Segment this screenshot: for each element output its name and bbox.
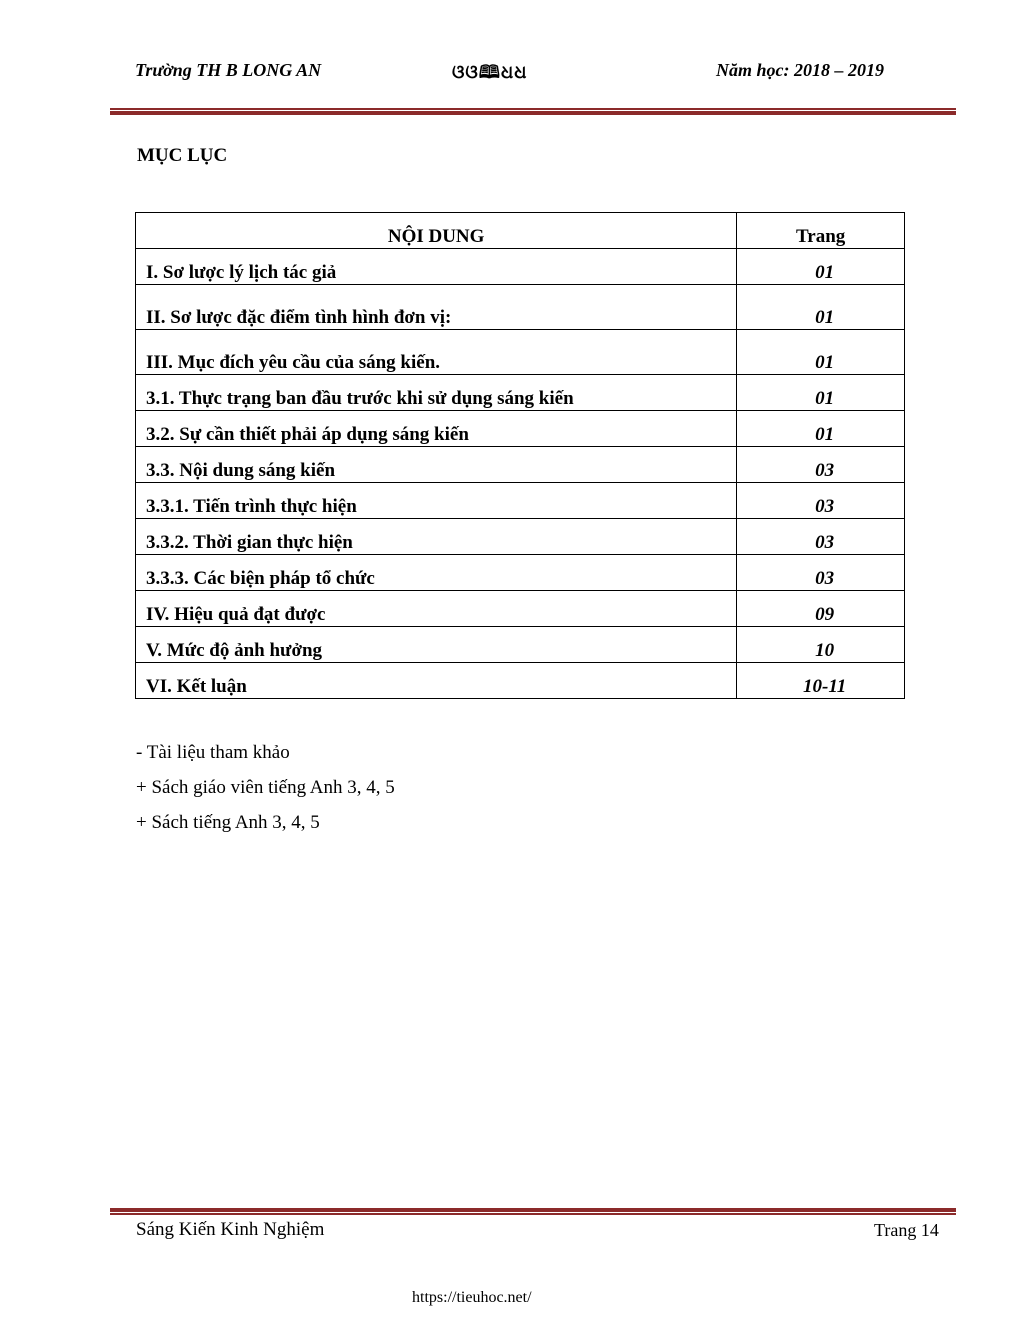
toc-row	[136, 555, 905, 591]
toc-row-page: 01	[737, 285, 905, 330]
toc-row-page: 03	[737, 447, 905, 483]
toc-row-page: 03	[737, 555, 905, 591]
toc-row-page: 01	[737, 375, 905, 411]
page-header	[0, 58, 1024, 88]
references-section	[136, 735, 395, 840]
toc-row	[136, 249, 905, 285]
toc-col-page: Trang	[737, 213, 905, 249]
toc-row-title: IV. Hiệu quả đạt được	[136, 591, 737, 627]
footer-rule	[110, 1208, 956, 1215]
reference-item: + Sách tiếng Anh 3, 4, 5	[136, 812, 320, 833]
toc-row-title: 3.3.1. Tiến trình thực hiện	[136, 483, 737, 519]
toc-row-title: II. Sơ lược đặc điểm tình hình đơn vị:	[136, 285, 737, 330]
toc-row-title: I. Sơ lược lý lịch tác giả	[136, 249, 737, 285]
toc-row	[136, 627, 905, 663]
toc-row	[136, 447, 905, 483]
header-rule	[110, 108, 956, 115]
school-year: Năm học: 2018 – 2019	[716, 60, 884, 80]
toc-row-page: 01	[737, 330, 905, 375]
source-url[interactable]: https://tieuhoc.net/	[412, 1289, 532, 1306]
toc-row-title: 3.3.3. Các biện pháp tổ chức	[136, 555, 737, 591]
toc-row-title: III. Mục đích yêu cầu của sáng kiến.	[136, 330, 737, 375]
toc-row	[136, 591, 905, 627]
toc-row-page: 01	[737, 249, 905, 285]
toc-header-row	[136, 213, 905, 249]
toc-row	[136, 285, 905, 330]
toc-row	[136, 483, 905, 519]
toc-table	[135, 212, 905, 699]
toc-row	[136, 375, 905, 411]
toc-row-title: 3.2. Sự cần thiết phải áp dụng sáng kiến	[136, 411, 737, 447]
toc-row-title: VI. Kết luận	[136, 663, 737, 699]
toc-row-page: 03	[737, 483, 905, 519]
toc-col-content: NỘI DUNG	[136, 213, 737, 249]
toc-row	[136, 330, 905, 375]
references-heading: - Tài liệu tham khảo	[136, 742, 290, 763]
toc-row-page: 09	[737, 591, 905, 627]
school-name: Trường TH B LONG AN	[135, 60, 322, 80]
toc-row-title: V. Mức độ ảnh hưởng	[136, 627, 737, 663]
toc-row-page: 10-11	[737, 663, 905, 699]
toc-row	[136, 411, 905, 447]
page-number: Trang 14	[874, 1220, 939, 1240]
toc-row-title: 3.3.2. Thời gian thực hiện	[136, 519, 737, 555]
toc-row-title: 3.1. Thực trạng ban đầu trước khi sử dụng sáng kiến	[136, 375, 737, 411]
reference-item: + Sách giáo viên tiếng Anh 3, 4, 5	[136, 777, 395, 798]
toc-row	[136, 663, 905, 699]
footer-title: Sáng Kiến Kinh Nghiệm	[136, 1219, 325, 1240]
toc-row	[136, 519, 905, 555]
toc-row-page: 03	[737, 519, 905, 555]
toc-row-page: 10	[737, 627, 905, 663]
toc-title: MỤC LỤC	[137, 145, 228, 166]
toc-row-page: 01	[737, 411, 905, 447]
header-ornament: ଓଓ🕮ଧଧ	[452, 62, 528, 82]
toc-row-title: 3.3. Nội dung sáng kiến	[136, 447, 737, 483]
